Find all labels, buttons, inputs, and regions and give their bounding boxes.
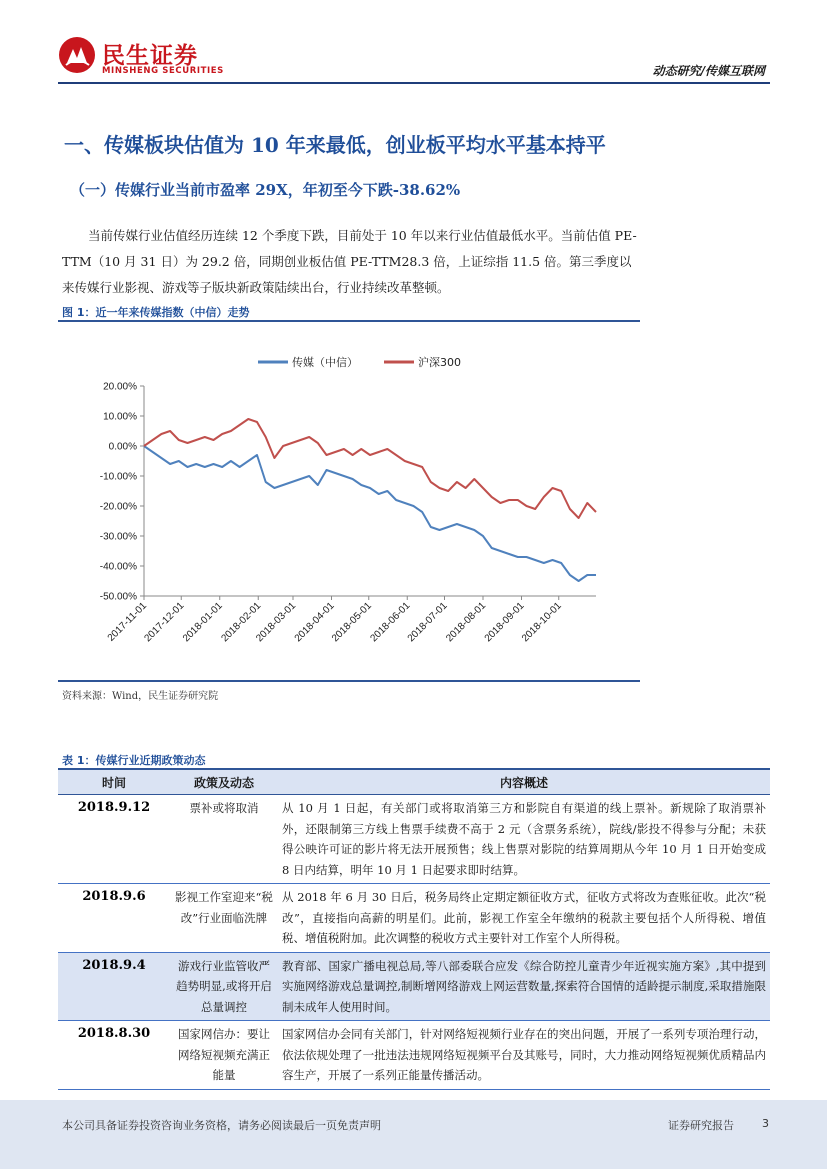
x-tick-label: 2017-11-01 <box>105 600 150 644</box>
series-line-media <box>144 446 596 581</box>
y-tick-label: 10.00% <box>103 411 137 423</box>
logo-text-cn: 民生证券 <box>102 43 198 69</box>
header-divider <box>58 82 770 84</box>
header-date: 时间 <box>58 769 170 795</box>
footer-report-type: 证券研究报告 <box>668 1119 734 1132</box>
y-tick-label: -50.00% <box>99 591 137 603</box>
page-footer <box>0 1100 827 1169</box>
y-tick-label: -40.00% <box>99 561 137 573</box>
y-tick-label: -10.00% <box>99 471 137 483</box>
logo-text-en: MINSHENG SECURITIES <box>102 66 224 76</box>
row-content: 教育部、国家广播电视总局,等八部委联合应发《综合防控儿童青少年近视实施方案》,其中提到实施网络游戏总量调控,制断增网络游戏上网运营数量,探索符合国情的适龄提示制度,采取措施限制未成年人使用时间。 <box>278 952 770 1021</box>
x-tick-label: 2018-08-01 <box>444 600 489 645</box>
page-number: 3 <box>762 1117 769 1130</box>
index-trend-chart <box>58 322 640 678</box>
x-tick-label: 2018-04-01 <box>292 600 337 645</box>
row-topic: 国家网信办：要让网络短视频充满正能量 <box>170 1021 278 1090</box>
x-tick-label: 2018-07-01 <box>405 600 450 645</box>
policy-table <box>58 768 770 1090</box>
figure-title: 图 1：近一年来传媒指数（中信）走势 <box>62 306 250 319</box>
y-tick-label: 20.00% <box>103 381 137 393</box>
x-tick-label: 2018-10-01 <box>519 600 564 645</box>
series-line-hs300 <box>144 419 596 518</box>
chart-series <box>144 419 596 581</box>
row-date: 2018.9.4 <box>58 952 170 1021</box>
x-tick-label: 2018-03-01 <box>254 600 299 645</box>
header-content: 内容概述 <box>278 769 770 795</box>
row-date: 2018.9.6 <box>58 884 170 953</box>
chart-axes <box>100 382 596 645</box>
table-row <box>58 952 770 1021</box>
header-topic: 政策及动态 <box>170 769 278 795</box>
subsection-title: （一）传媒行业当前市盈率 29X，年初至今下跌-38.62% <box>70 181 461 199</box>
x-tick-label: 2018-09-01 <box>482 600 527 645</box>
row-date: 2018.9.12 <box>58 795 170 884</box>
x-tick-label: 2018-05-01 <box>329 600 374 645</box>
figure-bottom-rule <box>58 680 640 682</box>
row-content: 从 2018 年 6 月 30 日后，税务局终止定期定额征收方式，征收方式将改为查账征收。此次“税改”，直接指向高薪的明星们。此前，影视工作室全年缴纳的税款主要包括个人所得税、增值税、增值税附加。此次调整的税收方式主要针对工作室个人所得税。 <box>278 884 770 953</box>
table-row <box>58 795 770 884</box>
row-date: 2018.8.30 <box>58 1021 170 1090</box>
y-tick-label: -20.00% <box>99 501 137 513</box>
table-header-row <box>58 769 770 795</box>
row-content: 国家网信办会同有关部门，针对网络短视频行业存在的突出问题，开展了一系列专项治理行动，依法依规处理了一批违法违规网络短视频平台及其账号，同时，大力推动网络短视频优质精品内容生产，开展了一系列正能量传播活动。 <box>278 1021 770 1090</box>
row-content: 从 10 月 1 日起，有关部门或将取消第三方和影院自有渠道的线上票补。新规除了取消票补外，还限制第三方线上售票手续费不高于 2 元（含票务系统），院线/影投不得参与分配；未获得公映许可证的影片将无法开展预售；线上售票对影院的结算周期从今年 10 月 1 日开始变成 8 日内结算，明年 10 月 1 日起要求即时结算。 <box>278 795 770 884</box>
row-topic: 游戏行业监管收严趋势明显,或将开启总量调控 <box>170 952 278 1021</box>
table-title: 表 1：传媒行业近期政策动态 <box>62 754 206 767</box>
row-topic: 影视工作室迎来“税改”行业面临洗牌 <box>170 884 278 953</box>
y-tick-label: 0.00% <box>108 441 137 453</box>
chart-legend <box>258 355 461 369</box>
document-type-label: 动态研究/传媒互联网 <box>652 64 765 78</box>
legend-label: 沪深300 <box>418 356 461 369</box>
x-tick-label: 2018-02-01 <box>219 600 264 645</box>
table-row <box>58 884 770 953</box>
body-paragraph: 当前传媒行业估值经历连续 12 个季度下跌，目前处于 10 年以来行业估值最低水平。当前估值 PE-TTM（10 月 31 日）为 29.2 倍，同期创业板估值 PE-TTM28.3 倍，上证综指 11.5 倍。第三季度以来传媒行业影视、游戏等子版块新政策陆续出台，行业持续改革整顿。 <box>62 228 637 295</box>
minsheng-logo-icon <box>58 36 96 74</box>
x-tick-label: 2017-12-01 <box>142 600 187 645</box>
x-tick-label: 2018-06-01 <box>368 600 413 645</box>
footer-disclaimer: 本公司具备证券投资咨询业务资格，请务必阅读最后一页免责声明 <box>62 1119 381 1132</box>
table-row <box>58 1021 770 1090</box>
legend-label: 传媒（中信） <box>292 356 358 369</box>
x-tick-label: 2018-01-01 <box>180 600 225 645</box>
figure-source: 资料来源：Wind，民生证券研究院 <box>62 691 219 702</box>
y-tick-label: -30.00% <box>99 531 137 543</box>
row-topic: 票补或将取消 <box>170 795 278 884</box>
section-title: 一、传媒板块估值为 10 年来最低，创业板平均水平基本持平 <box>64 133 606 157</box>
